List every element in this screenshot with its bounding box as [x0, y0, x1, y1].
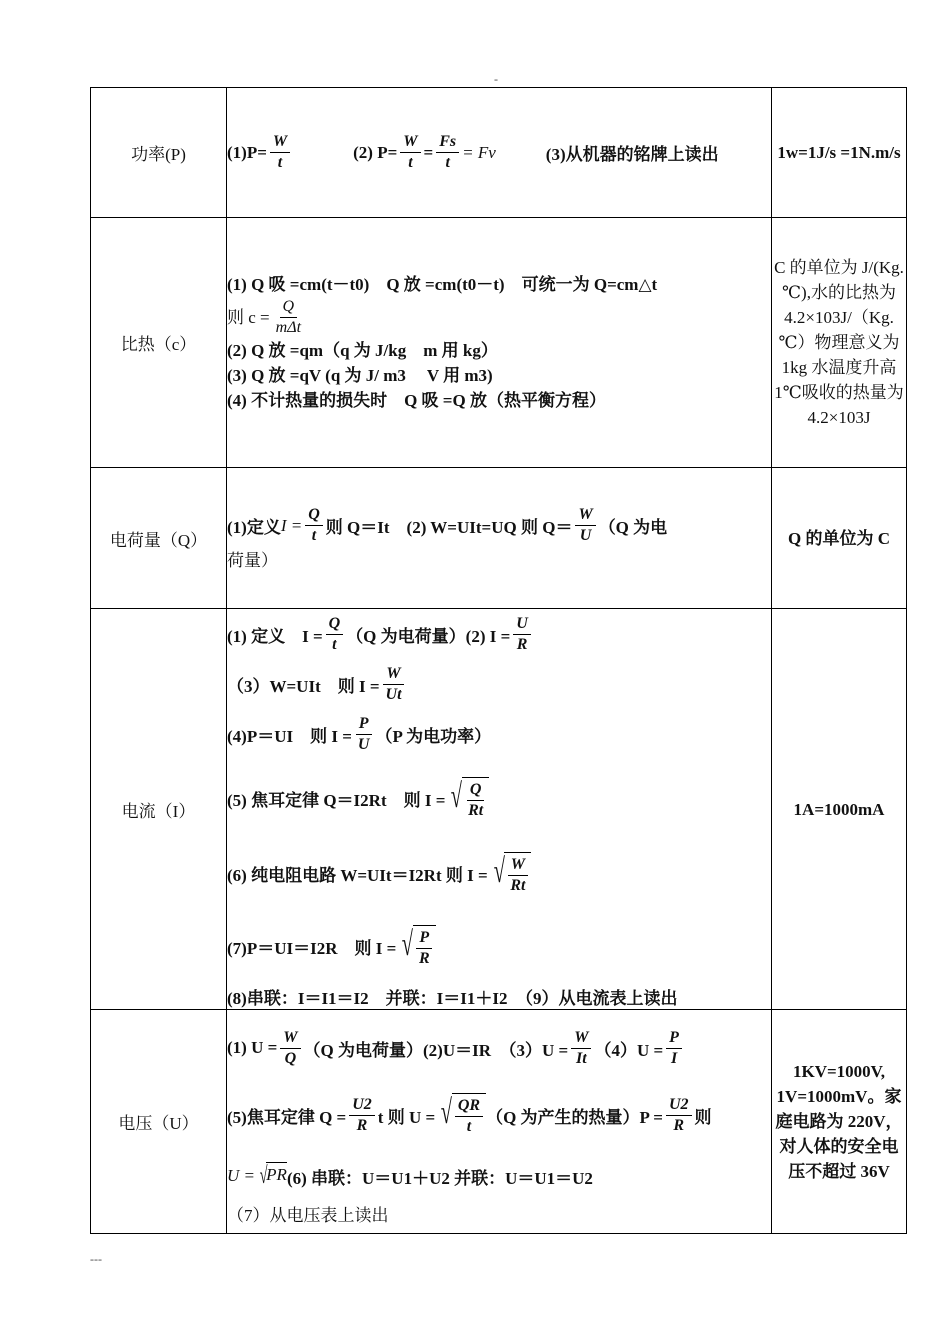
table-row [91, 1010, 907, 1234]
table-row [91, 468, 907, 609]
current-line-8: (8)串联：I＝I1＝I2 并联：I＝I1＋I2 （9）从电流表上读出 [227, 988, 678, 1008]
current-unit-note: 1A=1000mA [772, 609, 907, 1010]
power-formula-1: (1)P= [227, 142, 267, 162]
row-name-voltage: 电压（U） [91, 1010, 227, 1234]
page-footer-mark: --- [90, 1252, 102, 1266]
heat-line-4: (3) Q 放 =qV (q 为 J/ m3 V 用 m3) [227, 366, 493, 385]
heat-unit-note: C 的单位为 J/(Kg.℃),水的比热为 4.2×103J/（Kg. ℃）物理意义为 1kg 水温度升高 1℃吸收的热量为 4.2×103J [772, 218, 907, 468]
heat-line-1: (1) Q 吸 =cm(t－t0) Q 放 =cm(t0－t) 可统一为 Q=cm△t [227, 275, 658, 294]
power-formula-2: (2) P= [353, 142, 398, 162]
charge-formulas: (1)定义 I = $\frac{Q}{t}$ 则 Q＝It (2) W=UIt=UQ 则 Q＝ $\frac{W}{U}$ （Q 为电 荷量） [227, 468, 772, 609]
heat-line-3: (2) Q 放 =qm（q 为 J/kg m 用 kg） [227, 341, 498, 360]
table-row [91, 88, 907, 218]
heat-formulas: (1) Q 吸 =cm(t－t0) Q 放 =cm(t0－t) 可统一为 Q=cm△t 则 c = $\frac{Q}{\text{mΔt}}$ (2) Q 放 =qm（q 为 J/kg m 用 kg） (3) Q 放 =qV (q 为 J/ m3 V 用 m3) (4) 不计热量的损失时 Q 吸 =Q 放（热平衡方程） [227, 218, 772, 468]
row-name-power: 功率(P) [91, 88, 227, 218]
formula-table [90, 87, 907, 1234]
page-header-mark: - [494, 72, 498, 86]
power-formula-3: (3)从机器的铭牌上读出 [545, 145, 719, 164]
heat-line-5: (4) 不计热量的损失时 Q 吸 =Q 放（热平衡方程） [227, 391, 606, 410]
row-name-charge: 电荷量（Q） [91, 468, 227, 609]
voltage-unit-note: 1KV=1000V, 1V=1000mV。家庭电路为 220V，对人体的安全电压不超过 36V [772, 1010, 907, 1234]
table-row [91, 609, 907, 1010]
charge-line-2: 荷量） [227, 551, 278, 570]
row-name-current: 电流（I） [91, 609, 227, 1010]
charge-unit-note: Q 的单位为 C [772, 468, 907, 609]
row-name-heat: 比热（c） [91, 218, 227, 468]
voltage-formulas: (1) U = $\frac{W}{Q}$ （Q 为电荷量）(2)U＝IR （3）U = $\frac{W}{It}$ （4）U = $\frac{P}{I}$ (5)焦耳定律 Q = $\frac{U2}{R}$ t 则 U = √ $\frac{QR}{t}$ （Q 为产生的热量）P = $\frac{U2}{R}$ 则 U = √ PR (6) 串联：U＝U1＋U2 并联：U＝U1＝U2 （7）从电压表上读出 [227, 1010, 772, 1234]
voltage-line-7: （7）从电压表上读出 [227, 1206, 389, 1225]
current-formulas: (1) 定义 I = $\frac{Q}{t}$ （Q 为电荷量）(2) I = $\frac{U}{R}$ （3）W=UIt 则 I = $\frac{W}{Ut}$ (4)P＝UI 则 I = $\frac{P}{U}$ （P 为电功率） (5) 焦耳定律 Q＝I2Rt 则 I = √ $\frac{Q}{Rt}$ (6) 纯电阻电路 W=UIt＝I2Rt 则 I = √ $\frac{W}{Rt}$ (7)P＝UI＝I2R 则 I = √ $\frac{P}{R}$ (8)串联：I＝I1＝I2 并联：I＝I1＋I2 （9）从电流表上读出 [227, 609, 772, 1010]
table-row [91, 218, 907, 468]
power-formulas: (1)P= $\frac{W}{t}$ (2) P= $\frac{W}{t}$ = $\frac{Fs}{t}$ = Fv (3)从机器的铭牌上读出 [227, 88, 772, 218]
power-unit-note: 1w=1J/s =1N.m/s [772, 88, 907, 218]
